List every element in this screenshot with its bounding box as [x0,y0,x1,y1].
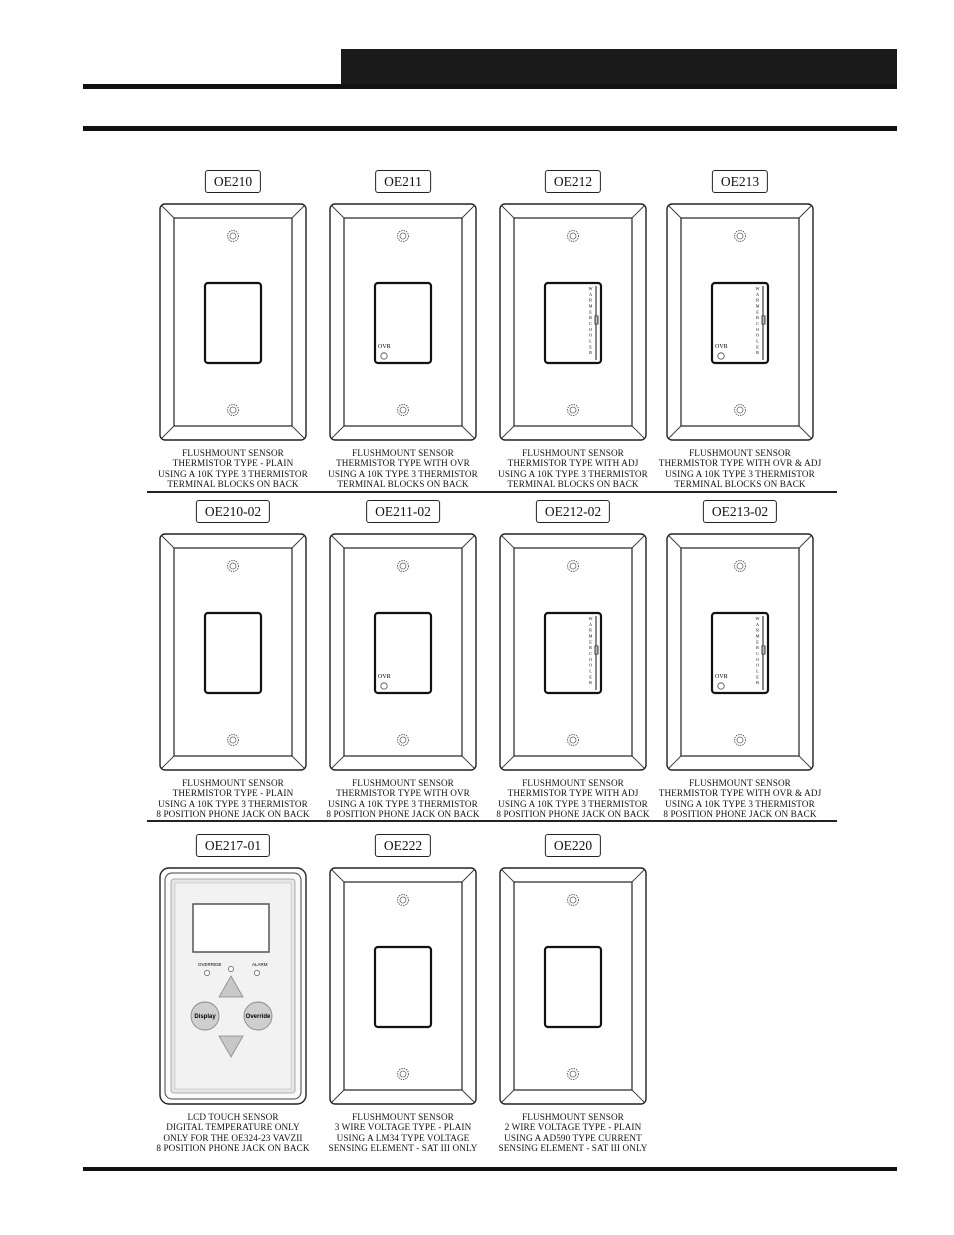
svg-text:R: R [589,350,592,356]
sensor-card [660,170,820,495]
svg-text:O: O [755,656,760,662]
description-line: FLUSHMOUNT SENSOR [522,778,624,788]
sensor-description [640,778,840,820]
svg-text:L: L [589,338,592,344]
svg-text:W: W [588,286,593,291]
description-line: TERMINAL BLOCKS ON BACK [674,479,806,490]
model-label: OE212-02 [536,500,610,523]
wall-plate-image [329,203,477,441]
description-line: DIGITAL TEMPERATURE ONLY [166,1122,300,1133]
description-line: 8 POSITION PHONE JACK ON BACK [326,809,480,820]
svg-text:R: R [589,297,592,303]
svg-text:C: C [756,651,759,656]
sensor-window [375,613,431,693]
model-label: OE220 [545,834,601,857]
description-line: 3 WIRE VOLTAGE TYPE - PLAIN [334,1122,472,1133]
sensor-window [205,283,261,363]
svg-text:M: M [755,303,760,309]
svg-text:W: W [755,286,760,291]
svg-text:E: E [589,309,592,315]
description-line: USING A 10K TYPE 3 THERMISTOR [498,798,648,809]
svg-text:Display: Display [194,1014,216,1020]
description-line: ONLY FOR THE OE324-23 VAVZII [163,1132,303,1143]
sensor-card [153,500,313,825]
svg-text:R: R [756,297,759,303]
description-line: LCD TOUCH SENSOR [187,1112,279,1122]
description-line: THERMISTOR TYPE WITH ADJ [507,458,639,469]
description-line: THERMISTOR TYPE WITH OVR [336,788,470,799]
description-line: FLUSHMOUNT SENSOR [352,1112,454,1122]
svg-text:E: E [589,674,592,680]
description-line: TERMINAL BLOCKS ON BACK [337,479,469,490]
ovr-label: OVR [378,344,391,350]
svg-text:A: A [755,291,760,297]
description-line: TERMINAL BLOCKS ON BACK [507,479,639,490]
svg-text:O: O [588,656,593,662]
sensor-card [323,834,483,1159]
svg-text:E: E [756,639,759,645]
svg-text:M: M [588,633,593,639]
svg-text:R: R [589,645,592,651]
description-line: USING A 10K TYPE 3 THERMISTOR [158,798,308,809]
model-label: OE211-02 [366,500,440,523]
description-line: USING A 10K TYPE 3 THERMISTOR [665,798,815,809]
footer-rule [83,1167,897,1171]
sensor-window [545,283,601,363]
svg-text:A: A [755,621,760,627]
lcd-sensor-image [159,867,307,1105]
description-line: FLUSHMOUNT SENSOR [522,448,624,458]
svg-text:O: O [588,332,593,338]
wall-plate-image [499,533,647,771]
svg-text:M: M [588,303,593,309]
model-label: OE210-02 [196,500,270,523]
sensor-window [375,283,431,363]
sensor-description [640,448,840,490]
description-line: 2 WIRE VOLTAGE TYPE - PLAIN [504,1122,642,1133]
section-rule [83,126,897,131]
description-line: THERMISTOR TYPE WITH OVR [336,458,470,469]
description-line: TERMINAL BLOCKS ON BACK [167,479,299,490]
wall-plate-image [499,867,647,1105]
description-line: SENSING ELEMENT - SAT III ONLY [328,1143,478,1154]
ovr-label: OVR [715,674,728,680]
description-line: FLUSHMOUNT SENSOR [689,778,791,788]
description-line: SENSING ELEMENT - SAT III ONLY [498,1143,648,1154]
svg-text:O: O [588,662,593,668]
svg-text:E: E [589,344,592,350]
override-led-label: OVERRIDE [198,962,222,967]
svg-text:R: R [589,680,592,686]
description-line: USING A 10K TYPE 3 THERMISTOR [328,468,478,479]
svg-text:A: A [588,291,593,297]
wall-plate-image [329,867,477,1105]
svg-text:R: R [756,315,759,321]
sensor-window [205,613,261,693]
description-line: THERMISTOR TYPE - PLAIN [172,788,294,799]
model-label: OE213-02 [703,500,777,523]
svg-text:R: R [756,645,759,651]
model-label: OE213 [712,170,768,193]
sensor-card [493,170,653,495]
svg-text:E: E [756,344,759,350]
wall-plate-image [329,533,477,771]
model-label: OE211 [375,170,431,193]
description-line: THERMISTOR TYPE WITH OVR & ADJ [658,458,822,469]
header-rule [83,84,897,89]
svg-text:L: L [589,668,592,674]
description-line: 8 POSITION PHONE JACK ON BACK [156,1143,310,1154]
svg-text:R: R [589,315,592,321]
description-line: 8 POSITION PHONE JACK ON BACK [496,809,650,820]
ovr-label: OVR [715,344,728,350]
svg-text:O: O [588,326,593,332]
svg-text:R: R [756,627,759,633]
model-label: OE217-01 [196,834,270,857]
wall-plate-image [666,203,814,441]
description-line: USING A LM34 TYPE VOLTAGE [336,1132,470,1143]
model-label: OE210 [205,170,261,193]
svg-text:O: O [755,332,760,338]
description-line: FLUSHMOUNT SENSOR [182,778,284,788]
override-led-icon [204,970,209,975]
svg-text:C: C [589,651,592,656]
sensor-card [660,500,820,825]
wall-plate-image [159,533,307,771]
sensor-card [493,834,653,1159]
svg-text:R: R [589,627,592,633]
sensor-window [712,283,768,363]
svg-text:M: M [755,633,760,639]
description-line: FLUSHMOUNT SENSOR [522,1112,624,1122]
wall-plate-image [499,203,647,441]
svg-text:R: R [756,680,759,686]
svg-text:W: W [588,616,593,621]
description-line: USING A 10K TYPE 3 THERMISTOR [328,798,478,809]
sensor-window [545,613,601,693]
status-led-icon [228,966,233,971]
svg-text:O: O [755,662,760,668]
alarm-led-icon [254,970,259,975]
description-line: THERMISTOR TYPE WITH OVR & ADJ [658,788,822,799]
sensor-description [473,1112,673,1154]
lcd-screen [193,904,269,952]
sensor-card [153,834,313,1159]
description-line: THERMISTOR TYPE WITH ADJ [507,788,639,799]
alarm-led-label: ALARM [252,962,268,967]
svg-text:C: C [589,321,592,326]
svg-text:R: R [756,350,759,356]
svg-text:A: A [588,621,593,627]
svg-text:C: C [756,321,759,326]
description-line: FLUSHMOUNT SENSOR [182,448,284,458]
description-line: USING A 10K TYPE 3 THERMISTOR [498,468,648,479]
sensor-card [153,170,313,495]
svg-text:E: E [589,639,592,645]
sensor-card [323,170,483,495]
description-line: FLUSHMOUNT SENSOR [352,778,454,788]
description-line: 8 POSITION PHONE JACK ON BACK [156,809,310,820]
description-line: USING A 10K TYPE 3 THERMISTOR [158,468,308,479]
header-bar [341,49,897,84]
model-label: OE222 [375,834,431,857]
svg-text:W: W [755,616,760,621]
svg-text:Override: Override [245,1014,271,1020]
sensor-window [375,947,431,1027]
description-line: THERMISTOR TYPE - PLAIN [172,458,294,469]
ovr-label: OVR [378,674,391,680]
description-line: USING A AD590 TYPE CURRENT [504,1132,642,1143]
sensor-card [493,500,653,825]
wall-plate-image [159,203,307,441]
model-label: OE212 [545,170,601,193]
sensor-card [323,500,483,825]
description-line: USING A 10K TYPE 3 THERMISTOR [665,468,815,479]
svg-text:L: L [756,338,759,344]
svg-text:O: O [755,326,760,332]
svg-text:E: E [756,674,759,680]
description-line: 8 POSITION PHONE JACK ON BACK [663,809,817,820]
svg-text:E: E [756,309,759,315]
description-line: FLUSHMOUNT SENSOR [689,448,791,458]
wall-plate-image [666,533,814,771]
description-line: FLUSHMOUNT SENSOR [352,448,454,458]
sensor-window [712,613,768,693]
sensor-window [545,947,601,1027]
svg-text:L: L [756,668,759,674]
